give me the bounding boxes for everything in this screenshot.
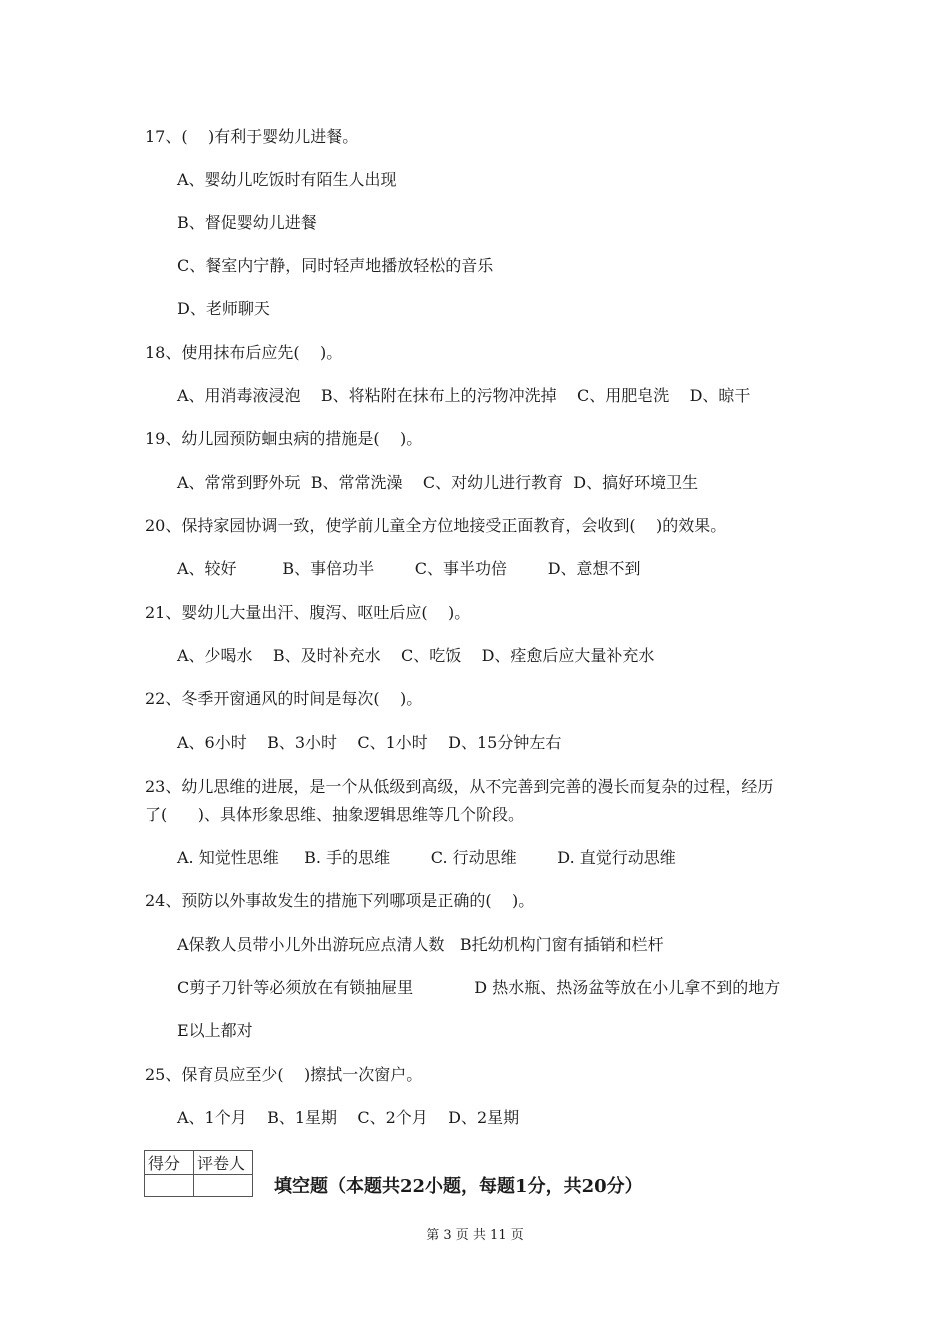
question-21-options: A、少喝水 B、及时补充水 C、吃饭 D、痊愈后应大量补充水 xyxy=(177,646,655,665)
grader-cell[interactable] xyxy=(194,1175,253,1197)
question-19-options: A、常常到野外玩 B、常常洗澡 C、对幼儿进行教育 D、搞好环境卫生 xyxy=(177,473,699,492)
question-24-options-line1: A保教人员带小儿外出游玩应点清人数 B托幼机构门窗有插销和栏杆 xyxy=(177,935,664,954)
score-cell[interactable] xyxy=(145,1175,194,1197)
question-20-stem: 20、保持家园协调一致，使学前儿童全方位地接受正面教育，会收到( )的效果。 xyxy=(145,516,727,535)
question-17-option-b: B、督促婴幼儿进餐 xyxy=(177,213,317,232)
question-23-options: A. 知觉性思维 B. 手的思维 C. 行动思维 D. 直觉行动思维 xyxy=(177,848,676,867)
question-25-options: A、1个月 B、1星期 C、2个月 D、2星期 xyxy=(177,1108,520,1127)
grader-header: 评卷人 xyxy=(194,1151,253,1175)
score-table xyxy=(144,1150,253,1197)
question-17-option-d: D、老师聊天 xyxy=(177,299,270,318)
score-header: 得分 xyxy=(145,1151,194,1175)
question-17-option-c: C、餐室内宁静，同时轻声地播放轻松的音乐 xyxy=(177,256,494,275)
question-17-stem: 17、( )有利于婴幼儿进餐。 xyxy=(145,127,359,146)
question-18-stem: 18、使用抹布后应先( )。 xyxy=(145,343,343,362)
question-23-stem-line1: 23、幼儿思维的进展，是一个从低级到高级，从不完善到完善的漫长而复杂的过程，经历 xyxy=(145,777,774,796)
question-20-options: A、较好 B、事倍功半 C、事半功倍 D、意想不到 xyxy=(177,559,641,578)
question-18-options: A、用消毒液浸泡 B、将粘附在抹布上的污物冲洗掉 C、用肥皂洗 D、晾干 xyxy=(177,386,751,405)
section-title: 填空题（本题共22小题，每题1分，共20分） xyxy=(274,1176,643,1197)
question-22-options: A、6小时 B、3小时 C、1小时 D、15分钟左右 xyxy=(177,733,562,752)
question-17-option-a: A、婴幼儿吃饭时有陌生人出现 xyxy=(177,170,397,189)
question-19-stem: 19、幼儿园预防蛔虫病的措施是( )。 xyxy=(145,429,423,448)
page-footer: 第 3 页 共 11 页 xyxy=(426,1228,524,1243)
question-25-stem: 25、保育员应至少( )擦拭一次窗户。 xyxy=(145,1065,423,1084)
question-24-options-line3: E以上都对 xyxy=(177,1021,253,1040)
question-22-stem: 22、冬季开窗通风的时间是每次( )。 xyxy=(145,689,423,708)
question-23-stem-line2: 了( )、具体形象思维、抽象逻辑思维等几个阶段。 xyxy=(145,805,525,824)
question-24-options-line2: C剪子刀针等必须放在有锁抽屉里 D 热水瓶、热汤盆等放在小儿拿不到的地方 xyxy=(177,978,781,997)
question-24-stem: 24、预防以外事故发生的措施下列哪项是正确的( )。 xyxy=(145,891,535,910)
question-21-stem: 21、婴幼儿大量出汗、腹泻、呕吐后应( )。 xyxy=(145,603,471,622)
